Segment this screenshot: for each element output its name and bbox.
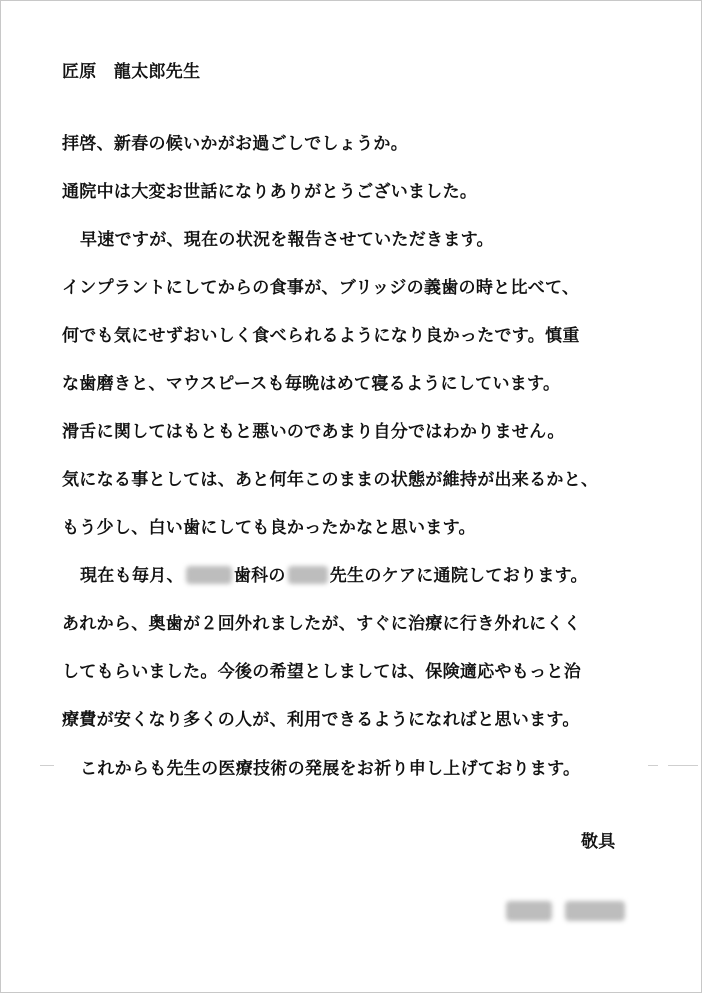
redacted-doctor-name [288,566,328,584]
body-line-8: あれから、奥歯が２回外れましたが、すぐに治療に行き外れにくく [62,614,581,634]
redacted-sender-surname [506,901,552,921]
body-line-4: 滑舌に関してはもともと悪いのであまり自分ではわかりません。 [62,422,565,442]
clinic-suffix: 歯科の [233,566,286,586]
body-line-9: してもらいました。今後の希望としましては、保険適応やもっと治 [62,662,581,682]
body-line-10: 療費が安くなり多くの人が、利用できるようになればと思います。 [62,710,580,730]
scan-artifact [668,765,698,766]
thanks-line: 通院中は大変お世話になりありがとうございました。 [62,182,478,202]
current-status-prefix: 現在も毎月、 [80,566,184,586]
intro-line: 早速ですが、現在の状況を報告させていただきます。 [80,230,494,250]
body-line-6: もう少し、白い歯にしても良かったかなと思います。 [62,518,476,538]
redacted-clinic-name [186,566,232,584]
addressee: 匠原 龍太郎先生 [62,62,201,82]
scan-artifact [648,765,658,766]
greeting: 拝啓、新春の候いかがお過ごしでしょうか。 [62,134,408,154]
current-status-line [80,564,588,588]
body-line-5: 気になる事としては、あと何年このままの状態が維持が出来るかと、 [62,470,599,490]
redacted-sender-given-name [565,901,625,921]
sign-off: 敬具 [581,832,616,852]
scan-artifact [40,765,54,766]
body-line-3: な歯磨きと、マウスピースも毎晩はめて寝るようにしています。 [62,374,561,394]
body-line-1: インプラントにしてからの食事が、ブリッジの義歯の時と比べて、 [62,278,580,298]
closing-wish: これからも先生の医療技術の発展をお祈り申し上げております。 [80,759,581,779]
current-status-suffix: 先生のケアに通院しております。 [329,566,588,586]
body-line-2: 何でも気にせずおいしく食べられるようになり良かったです。慎重 [62,326,580,346]
redacted-sender-name [506,901,626,925]
